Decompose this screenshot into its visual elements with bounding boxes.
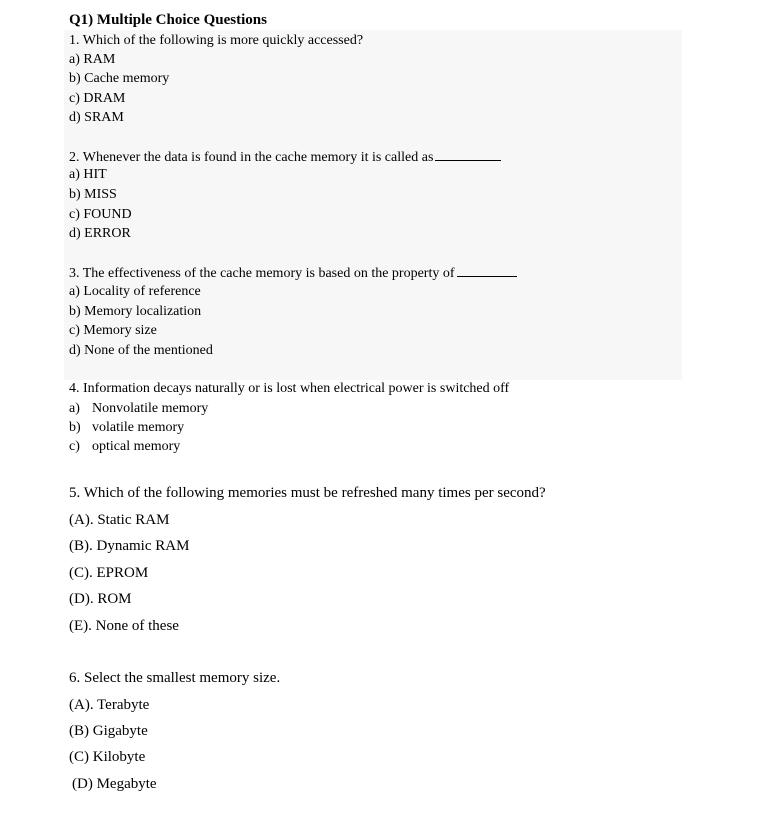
question-3-option-d: d) None of the mentioned <box>69 343 213 358</box>
answer-blank <box>457 266 517 277</box>
question-5-option-d: (D). ROM <box>69 591 132 607</box>
question-2-stem: 2. Whenever the data is found in the cache memory it is called as <box>69 150 434 165</box>
question-1-option-d: d) SRAM <box>69 110 124 125</box>
question-5-option-c: (C). EPROM <box>69 565 149 581</box>
question-6-option-d: (D) Megabyte <box>72 776 157 792</box>
question-3-option-c: c) Memory size <box>69 323 157 338</box>
question-4-stem: 4. Information decays naturally or is lost when electrical power is switched off <box>69 381 510 396</box>
option-letter: a) <box>69 401 80 416</box>
option-letter: c) <box>69 439 80 454</box>
option-text: optical memory <box>92 439 181 454</box>
question-2-option-b: b) MISS <box>69 187 117 202</box>
question-4-option-a <box>69 402 208 416</box>
question-5-stem: 5. Which of the following memories must be refreshed many times per second? <box>69 485 546 501</box>
question-1-option-a: a) RAM <box>69 52 116 67</box>
question-1-option-b: b) Cache memory <box>69 71 170 86</box>
question-5-option-b: (B). Dynamic RAM <box>69 538 190 554</box>
question-1-stem: 1. Which of the following is more quickly accessed? <box>69 33 364 48</box>
answer-blank <box>435 150 501 161</box>
question-6-option-c: (C) Kilobyte <box>69 749 146 765</box>
question-2-option-a: a) HIT <box>69 167 107 182</box>
section-heading: Q1) Multiple Choice Questions <box>69 12 267 28</box>
question-1-option-c: c) DRAM <box>69 91 126 106</box>
question-3-option-a: a) Locality of reference <box>69 284 201 299</box>
question-6-stem: 6. Select the smallest memory size. <box>69 670 281 686</box>
question-3-line <box>69 266 517 281</box>
option-text: volatile memory <box>92 420 185 435</box>
option-text: Nonvolatile memory <box>92 401 209 416</box>
question-6-option-a: (A). Terabyte <box>69 697 150 713</box>
question-4-option-b <box>69 421 184 435</box>
question-4-option-c <box>69 440 180 454</box>
question-2-option-c: c) FOUND <box>69 207 132 222</box>
option-letter: b) <box>69 420 81 435</box>
question-6-option-b: (B) Gigabyte <box>69 723 148 739</box>
question-5-option-e: (E). None of these <box>69 618 179 634</box>
question-3-stem: 3. The effectiveness of the cache memory is based on the property of <box>69 266 455 281</box>
question-3-option-b: b) Memory localization <box>69 304 202 319</box>
question-2-option-d: d) ERROR <box>69 226 131 241</box>
question-2-line <box>69 150 501 165</box>
question-5-option-a: (A). Static RAM <box>69 512 170 528</box>
